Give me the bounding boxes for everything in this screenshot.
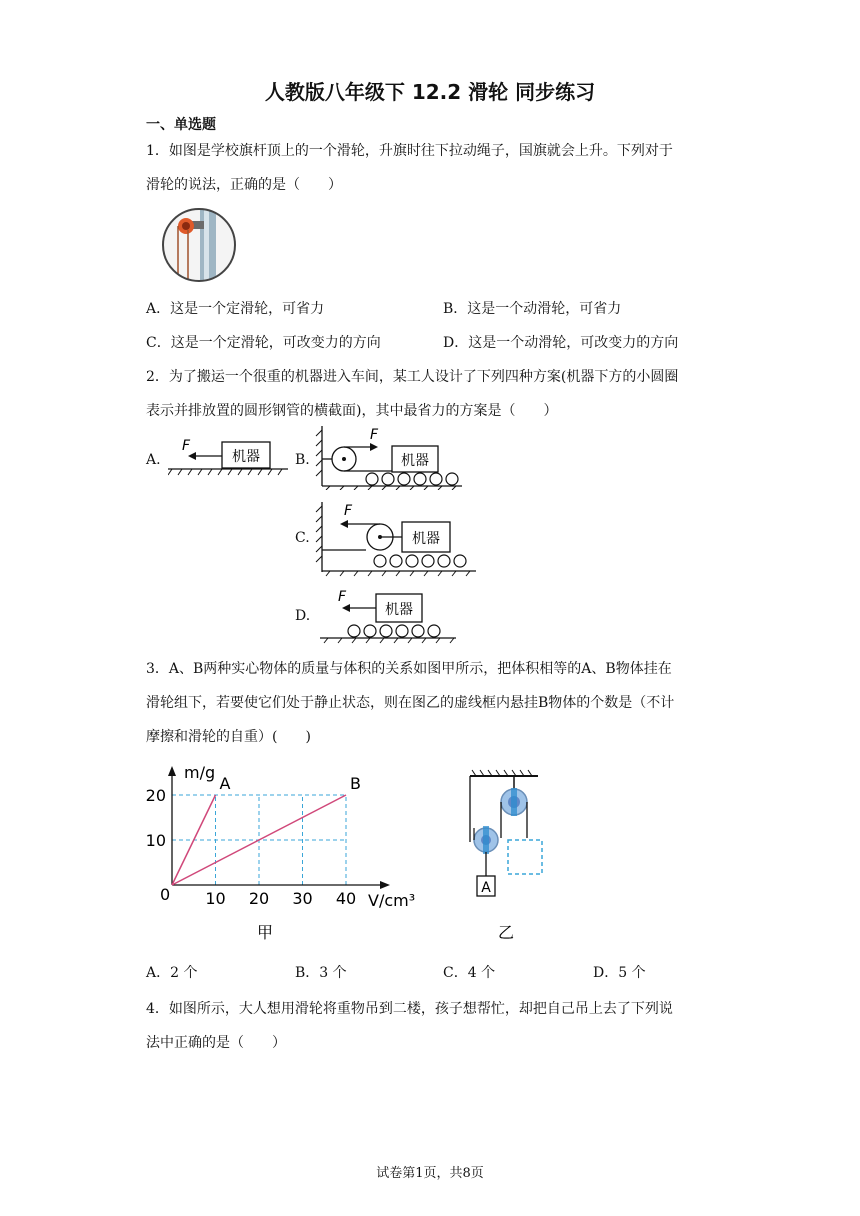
question-4-line-1: 4．如图所示，大人想用滑轮将重物吊到二楼，孩子想帮忙，却把自己吊上去了下列说 [146, 1001, 673, 1017]
weight-a-label: A [481, 880, 491, 896]
q2-diagram-c [314, 500, 480, 578]
q2-label-d: D. [295, 608, 311, 624]
flagpole-pulley-image [158, 208, 240, 282]
x-tick-label: 30 [292, 889, 313, 908]
q2-label-a: A. [146, 452, 161, 468]
y-tick-label: 20 [145, 786, 166, 805]
x-tick-label: 10 [205, 889, 226, 908]
q2-label-b: B. [295, 452, 310, 468]
q3-option-c: C．4 个 [443, 965, 496, 981]
machine-label: 机器 [401, 453, 429, 469]
q2-diagram-b [314, 424, 464, 490]
q2-diagram-d [318, 586, 458, 646]
dashed-box [508, 840, 542, 874]
x-axis-label: V/cm³ [368, 891, 416, 910]
machine-label: 机器 [232, 449, 260, 465]
page-title: 人教版八年级下 12.2 滑轮 同步练习 [264, 80, 596, 104]
series-label-B: B [350, 774, 361, 793]
question-1-line-1: 1．如图是学校旗杆顶上的一个滑轮，升旗时往下拉动绳子，国旗就会上升。下列对于 [146, 143, 673, 159]
pulley-system-diagram [462, 768, 552, 948]
section-heading: 一、单选题 [146, 117, 216, 133]
question-4-line-2: 法中正确的是（ ） [146, 1035, 286, 1051]
y-axis-arrow [168, 766, 176, 776]
page-footer: 试卷第1页，共8页 [376, 1166, 484, 1181]
force-label: F [344, 503, 353, 519]
series-label-A: A [219, 774, 231, 793]
force-label: F [370, 427, 379, 443]
q3-option-b: B．3 个 [295, 965, 347, 981]
x-tick-label: 20 [248, 889, 270, 908]
q1-option-b: B．这是一个动滑轮，可省力 [443, 301, 622, 317]
chart-caption: 甲 [256, 923, 274, 942]
question-3-line-3: 摩擦和滑轮的自重）( ) [146, 729, 311, 745]
x-tick-label: 40 [335, 889, 357, 908]
y-tick-label: 10 [145, 831, 166, 850]
question-3-line-1: 3．A、B两种实心物体的质量与体积的关系如图甲所示，把体积相等的A、B物体挂在 [146, 661, 672, 677]
origin-label: 0 [160, 885, 171, 904]
q1-option-d: D．这是一个动滑轮，可改变力的方向 [443, 335, 679, 351]
question-3-line-2: 滑轮组下，若要使它们处于静止状态，则在图乙的虚线框内悬挂B物体的个数是（不计 [146, 695, 675, 711]
q1-option-c: C．这是一个定滑轮，可改变力的方向 [146, 335, 381, 351]
x-axis-arrow [380, 881, 390, 889]
mass-volume-chart [140, 760, 440, 950]
question-2-line-1: 2．为了搬运一个很重的机器进入车间，某工人设计了下列四种方案(机器下方的小圆圈 [146, 369, 679, 385]
question-2-line-2: 表示并排放置的圆形钢管的横截面)，其中最省力的方案是（ ） [146, 403, 558, 419]
machine-label: 机器 [412, 531, 440, 547]
force-label: F [338, 589, 347, 605]
q2-label-c: C. [295, 530, 310, 546]
q3-option-a: A．2 个 [146, 965, 198, 981]
q2-diagram-a [168, 432, 288, 480]
force-label: F [182, 438, 191, 454]
y-axis-label: m/g [184, 763, 216, 782]
q1-option-a: A．这是一个定滑轮，可省力 [146, 301, 325, 317]
machine-label: 机器 [385, 602, 413, 618]
pulley-caption: 乙 [497, 923, 515, 942]
question-1-line-2: 滑轮的说法，正确的是（ ） [146, 177, 342, 193]
q3-option-d: D．5 个 [593, 965, 646, 981]
